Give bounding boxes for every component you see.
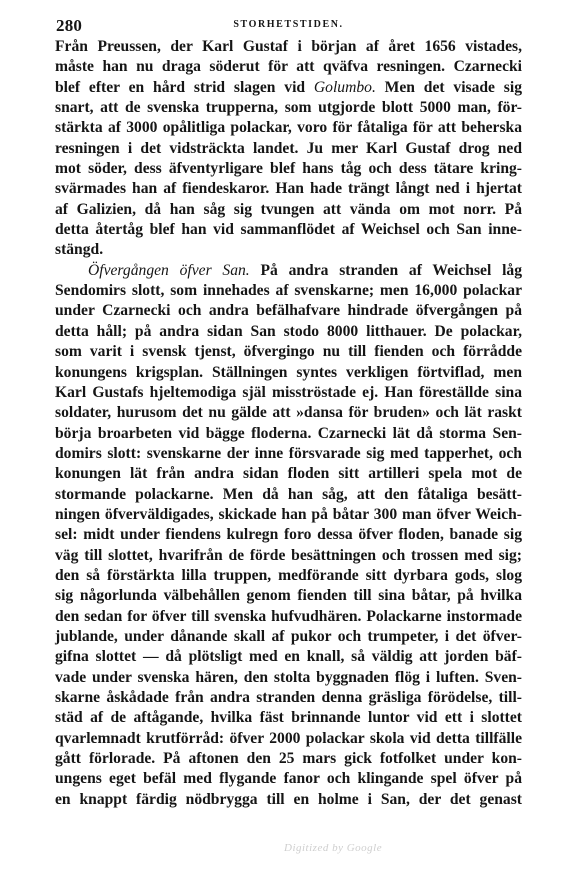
- text-line: [55, 566, 522, 586]
- text-segment: Från Preussen, der Karl Gustaf i början af året 1656 vistades,: [55, 38, 522, 55]
- text-line: [55, 281, 522, 301]
- text-line: [55, 403, 522, 423]
- side-heading: Öfvergången öfver San.: [88, 261, 250, 279]
- text-segment: gått förlorade. På aftonen den 25 mars gick fotfolket under kon-: [55, 750, 522, 768]
- text-line: [55, 261, 522, 281]
- text-segment: under Czarnecki och andra befälhafvare hindrade öfvergången på: [55, 302, 522, 320]
- text-line: [55, 586, 522, 606]
- text-segment: gifna slottet — då plötsligt med en knall, så väldig att jorden bäf-: [55, 648, 522, 666]
- page-number: 280: [56, 16, 83, 35]
- text-line: [55, 240, 522, 260]
- text-line: [55, 57, 522, 77]
- text-segment: måste han nu draga söderut för att qväfva resningen. Czarnecki: [55, 58, 522, 76]
- text-segment: vade under svenska hären, den stolta byggnaden flög i luften. Sven-: [55, 668, 522, 686]
- text-line: [55, 98, 522, 118]
- text-line: [55, 668, 522, 688]
- text-segment: börja broarbeten vid bägge floderna. Czarnecki lät då storma Sen-: [55, 424, 522, 442]
- text-line: [55, 769, 522, 789]
- text-segment: konungen lät från andra sidan floden sitt artilleri spela mot de: [55, 465, 522, 483]
- text-line: [55, 729, 522, 749]
- body-text: [55, 37, 522, 810]
- text-line: [55, 179, 522, 199]
- text-line: [55, 688, 522, 708]
- text-line: [55, 220, 522, 240]
- italic-place-name: Golumbo.: [313, 78, 376, 96]
- text-segment: snart, att de svenska trupperna, som utgjorde blott 5000 man, för-: [55, 99, 522, 117]
- text-line: [55, 159, 522, 179]
- text-line: [55, 363, 522, 383]
- text-segment: domirs slott: svenskarne der inne försvarade sig med tapperhet, och: [55, 444, 522, 462]
- text-segment: sig någorlunda välbehållen genom fienden till sina båtar, på hvilka: [55, 587, 522, 605]
- text-segment: soldater, hurusom det nu gälde att »dansa för bruden» och lät raskt: [55, 404, 522, 422]
- text-line: [55, 383, 522, 403]
- text-line: [55, 627, 522, 647]
- text-line: [55, 749, 522, 769]
- text-line: [55, 200, 522, 220]
- text-segment: Men det visade sig: [375, 78, 522, 96]
- text-segment: På andra stranden af Weichsel låg: [249, 261, 522, 279]
- text-line: [55, 708, 522, 728]
- text-segment: Karl Gustafs hjeltemodiga själ misströstade ej. Han föreställde sina: [55, 383, 522, 401]
- scan-watermark: Digitized by Google: [284, 842, 383, 854]
- text-segment: städ af de aftågande, hvilka fäst brinnande luntor vid ett i slottet: [55, 709, 522, 727]
- page-header: [56, 16, 521, 36]
- text-line: [55, 322, 522, 342]
- text-line: [55, 444, 522, 464]
- text-segment: af Galizien, då han såg sig tvungen att vända om mot norr. På: [55, 200, 522, 218]
- text-segment: detta återtåg blef han vid sammanflödet af Weichsel och San inne-: [55, 221, 522, 239]
- text-line: [55, 37, 522, 57]
- text-line: [55, 647, 522, 667]
- text-segment: detta håll; på andra sidan San stodo 8000 litthauer. De polackar,: [55, 322, 522, 340]
- text-line: [55, 607, 522, 627]
- text-line: [55, 485, 522, 505]
- text-segment: ningen öfverväldigades, skickade han på båtar 300 man öfver Weich-: [55, 505, 522, 523]
- text-line: [55, 78, 522, 98]
- text-line: [55, 301, 522, 321]
- text-segment: väg till slottet, hvarifrån de förde besättningen och trossen med sig;: [55, 546, 522, 564]
- text-segment: stängd.: [55, 241, 104, 259]
- text-segment: som varit i svensk tjenst, öfvergingo nu till fienden och förrådde: [55, 343, 522, 361]
- text-line: [55, 505, 522, 525]
- text-segment: den så förstärkta lilla truppen, medförande sitt dyrbara gods, slog: [55, 566, 522, 584]
- text-segment: den sedan for öfver till svenska hufvudhären. Polackarne instormade: [55, 607, 522, 625]
- text-segment: sel: midt under fiendens kulregn foro dessa öfver floden, banade sig: [55, 526, 522, 544]
- text-segment: en knappt färdig nödbrygga till en holme i San, der det genast: [55, 790, 522, 808]
- text-segment: blef efter en hård strid slagen vid: [55, 78, 314, 96]
- text-segment: svärmades han af fiendeskaror. Han hade trängt långt ned i hjertat: [55, 180, 522, 198]
- text-segment: resningen i det vidsträckta landet. Ju mer Karl Gustaf drog ned: [55, 139, 522, 157]
- text-segment: stärkta af 3000 opålitliga polackar, voro för fåtaliga för att beherska: [55, 119, 522, 137]
- text-segment: ungens eget befäl med flygande fanor och klingande spel öfver på: [55, 770, 522, 788]
- text-segment: jublande, under dånande skall af pukor och trumpeter, i det öfver-: [55, 627, 522, 645]
- text-line: [55, 546, 522, 566]
- text-line: [55, 790, 522, 810]
- text-segment: Sendomirs slott, som innehades af svenskarne; men 16,000 polackar: [55, 282, 522, 300]
- text-line: [55, 464, 522, 484]
- text-line: [55, 424, 522, 444]
- text-line: [55, 342, 522, 362]
- text-line: [55, 118, 522, 138]
- text-segment: konungens krigsplan. Ställningen syntes verkligen förtviflad, men: [55, 363, 522, 381]
- text-segment: qvarlemnadt krutförråd: öfver 2000 polackar skola vid detta tillfälle: [55, 729, 522, 747]
- text-segment: stormande polackarne. Men då han såg, att den fåtaliga besätt-: [55, 485, 522, 503]
- text-segment: mot söder, dess äfventyrligare blef hans tåg och dess tätare kring-: [55, 160, 522, 178]
- text-line: [55, 139, 522, 159]
- text-segment: skarne åskådade från andra stranden denna gräsliga förödelse, till-: [55, 689, 522, 706]
- running-title: STORHETSTIDEN.: [233, 19, 344, 30]
- text-line: [55, 525, 522, 545]
